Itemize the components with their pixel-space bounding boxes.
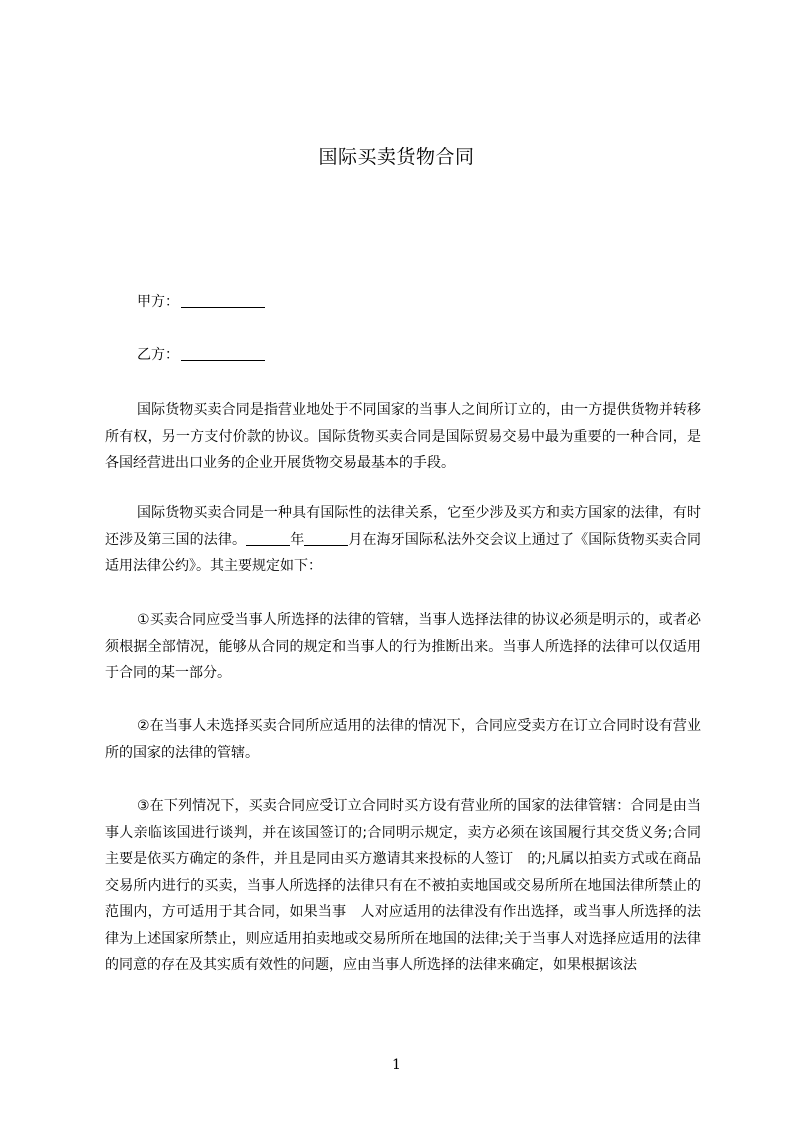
document-title: 国际买卖货物合同 bbox=[318, 146, 475, 168]
paragraph-rule-2: ②在当事人未选择买卖合同所应适用的法律的情况下，合同应受卖方在订立合同时设有营业所的国家的法律的管辖。 bbox=[105, 718, 701, 761]
party-b-line bbox=[137, 345, 265, 365]
paragraph-rule-3: ③在下列情况下，买卖合同应受订立合同时买方设有营业所的国家的法律管辖：合同是由当 事人亲临该国进行谈判，并在该国签订的;合同明示规定，卖方必须在该国履行其交货义务;合同主要是依买方确定的条件，并且是同由买方邀请其来投标的人签订 的;凡属以拍卖方式或在商品交易所内进行的买卖，当事人所选择的法律只有在不被拍卖地国或交易所所在地国法律所禁止的范围内，方可适用于其合同，如果当事 人对应适用的法律没有作出选择，或当事人所选择的法律为上述国家所禁止，则应适用拍卖地或交易所所在地国的法律;关于当事人对选择应适用的法律的同意的存在及其实质有效性的问题，应由当事人所选择的法律来确定，如果根据该法 bbox=[105, 798, 715, 973]
year-label: 年 bbox=[290, 531, 305, 548]
party-a-blank bbox=[181, 293, 265, 308]
paragraph-definition: 国际货物买卖合同是指营业地处于不同国家的当事人之间所订立的，由一方提供货物并转移所有权，另一方支付价款的协议。国际货物买卖合同是国际贸易交易中最为重要的一种合同，是各国经营进出口业务的企业开展货物交易最基本的手段。 bbox=[105, 402, 701, 471]
paragraph-convention-text-a: 国际货物买卖合同是一种具有国际性的法律关系，它至少涉及买方和卖方国家的法律，有时还涉及第三国的法律。 bbox=[105, 505, 701, 548]
paragraph-convention-text-b: 月在海牙国际私法外交会议上通过了《国际货物买卖合同适用法律公约》。其主要规定如下： bbox=[105, 531, 702, 574]
paragraph-convention bbox=[105, 500, 701, 580]
party-a-label: 甲方： bbox=[137, 294, 179, 310]
page-number: 1 bbox=[392, 1057, 401, 1073]
party-b-label: 乙方： bbox=[137, 347, 179, 363]
month-blank bbox=[304, 531, 348, 546]
year-blank bbox=[246, 531, 290, 546]
party-b-blank bbox=[181, 346, 265, 361]
paragraph-rule-1: ①买卖合同应受当事人所选择的法律的管辖，当事人选择法律的协议必须是明示的，或者必须根据全部情况，能够从合同的规定和当事人的行为推断出来。当事人所选择的法律可以仅适用于合同的某一部分。 bbox=[105, 612, 701, 681]
party-a-line bbox=[137, 292, 265, 312]
